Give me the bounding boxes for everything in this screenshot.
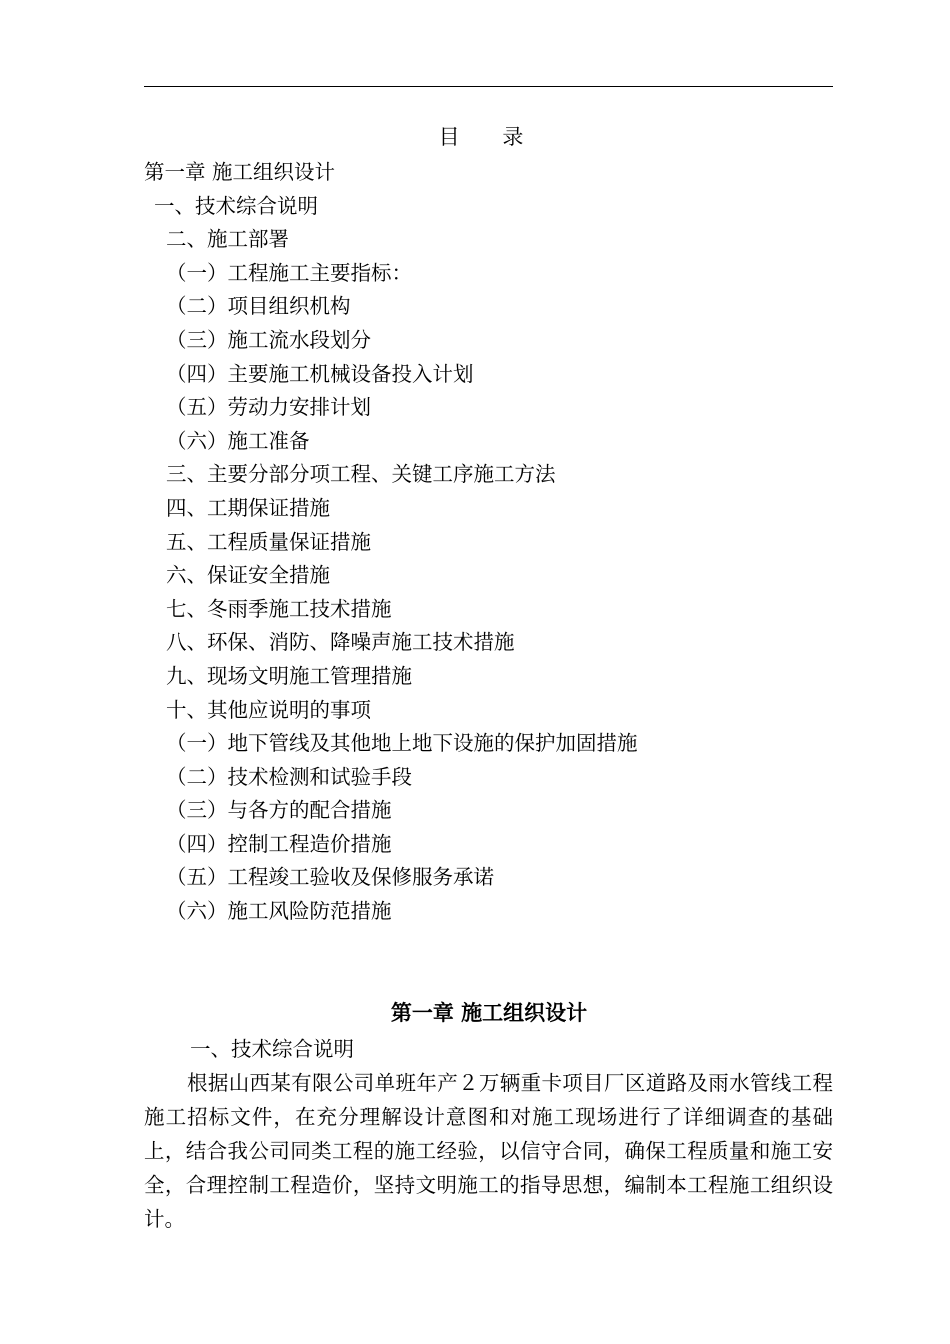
toc-entry: （三）与各方的配合措施: [166, 798, 392, 823]
toc-entry: 九、现场文明施工管理措施: [166, 663, 412, 688]
toc-entry: 一、技术综合说明: [154, 193, 318, 218]
toc-entry: （二）技术检测和试验手段: [166, 764, 412, 789]
toc-title: 目 录: [438, 125, 542, 149]
section-heading: 一、技术综合说明: [190, 1037, 354, 1061]
toc-entry: （一）地下管线及其他地上地下设施的保护加固措施: [166, 731, 638, 756]
toc-entry: （五）劳动力安排计划: [166, 395, 371, 420]
toc-entry: 七、冬雨季施工技术措施: [166, 596, 392, 621]
chapter-heading: 第一章 施工组织设计: [390, 1000, 588, 1025]
toc-entry: 八、环保、消防、降噪声施工技术措施: [166, 630, 515, 655]
toc-entry: （四）主要施工机械设备投入计划: [166, 361, 474, 386]
toc-entry: 十、其他应说明的事项: [166, 697, 371, 722]
toc-entry: 四、工期保证措施: [166, 495, 330, 520]
toc-entry: 第一章 施工组织设计: [144, 160, 336, 184]
toc-list: [0, 156, 950, 929]
toc-entry: 二、施工部署: [166, 227, 289, 252]
toc-entry: 五、工程质量保证措施: [166, 529, 371, 554]
toc-entry: （六）施工准备: [166, 428, 310, 453]
toc-entry: （二）项目组织机构: [166, 294, 351, 319]
toc-entry: （一）工程施工主要指标：: [166, 260, 412, 285]
toc-entry: （六）施工风险防范措施: [166, 899, 392, 924]
toc-entry: （三）施工流水段划分: [166, 327, 371, 352]
body-paragraph: 根据山西某有限公司单班年产２万辆重卡项目厂区道路及雨水管线工程施工招标文件，在充分理解设计意图和对施工现场进行了详细调查的基础上，结合我公司同类工程的施工经验，以信守合同，确保工程质量和施工安全，合理控制工程造价，坚持文明施工的指导思想，编制本工程施工组织设计。: [144, 1071, 833, 1231]
toc-entry: （四）控制工程造价措施: [166, 831, 392, 856]
toc-entry: 三、主要分部分项工程、关键工序施工方法: [166, 462, 556, 487]
header-rule: [144, 86, 833, 87]
toc-entry: 六、保证安全措施: [166, 563, 330, 588]
toc-entry: （五）工程竣工验收及保修服务承诺: [166, 865, 494, 890]
